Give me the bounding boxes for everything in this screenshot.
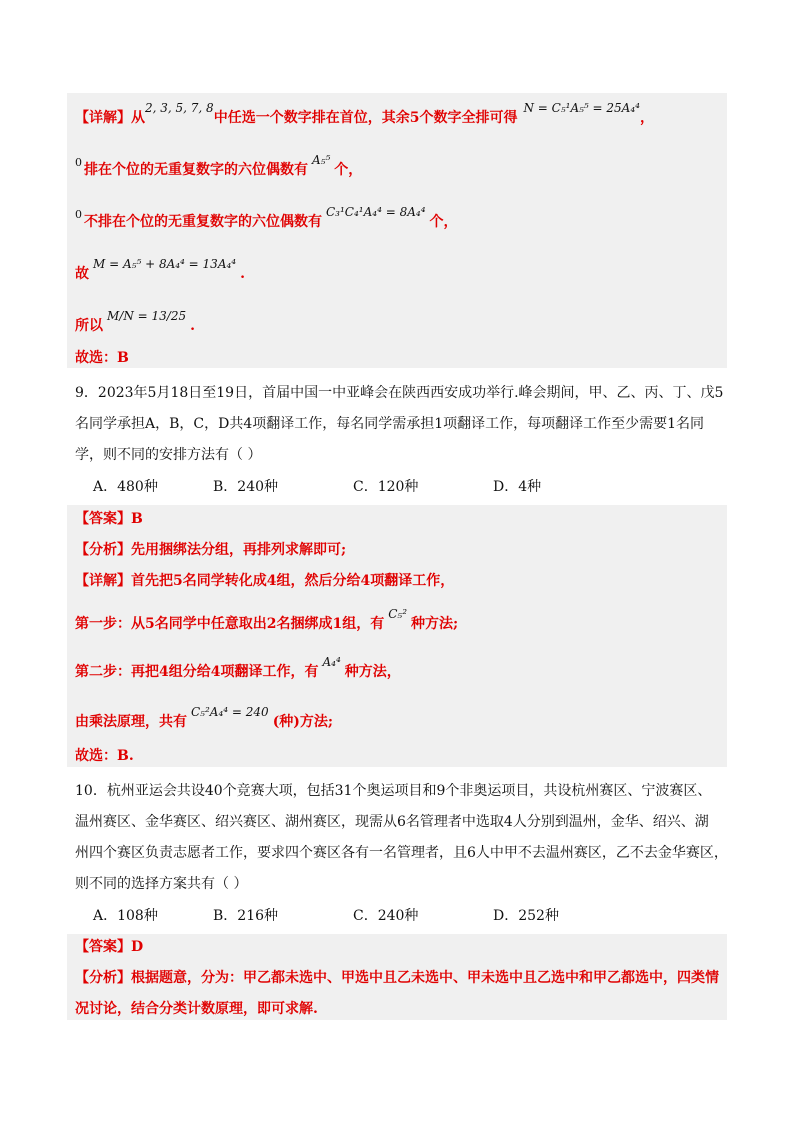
detail-line-4 [75, 257, 245, 284]
zero-digit: 0 [75, 208, 82, 221]
q10-option-d: D．252种 [493, 908, 559, 924]
a9-analysis: 【分析】先用捆绑法分组，再排列求解即可; [75, 542, 347, 558]
punct: . [190, 318, 195, 334]
ratio-formula: M/N = 13/25 [107, 309, 187, 323]
a9-step-1 [75, 607, 459, 634]
q9-option-a: A．480种 [93, 479, 158, 495]
punct: . [240, 266, 245, 282]
q10-option-a: A．108种 [93, 908, 158, 924]
punct: 个， [429, 214, 458, 230]
a10-answer: 【答案】D [75, 939, 144, 955]
c-formula: C₃¹C₄¹A₄⁴ = 8A₄⁴ [326, 205, 426, 219]
q9-line-3: 学，则不同的安排方法有（ ） [75, 447, 262, 463]
line-text: (种)方法; [272, 714, 334, 730]
line-text: 排在个位的无重复数字的六位偶数有 [84, 162, 308, 178]
q10-option-c: C．240种 [353, 908, 419, 924]
detail-line-5 [75, 309, 195, 336]
line-text: 第一步：从5名同学中任意取出2名捆绑成1组，有 [75, 616, 385, 632]
a44-formula: A₄⁴ [322, 655, 341, 669]
a55-formula: A₅⁵ [312, 153, 331, 167]
q9-option-b: B．240种 [213, 479, 279, 495]
q10-option-b: B．216种 [213, 908, 279, 924]
m-formula: M = A₅⁵ + 8A₄⁴ = 13A₄⁴ [93, 257, 237, 271]
q9-line-1: 9．2023年5月18日至19日，首届中国一中亚峰会在陕西西安成功举行.峰会期间，甲、乙、丙、丁、戊5 [75, 385, 724, 401]
a9-step-2 [75, 655, 401, 682]
a9-choice: 故选：B. [75, 748, 134, 764]
zero-digit: 0 [75, 156, 82, 169]
a9-detail: 【详解】首先把5名同学转化成4组，然后分给4项翻译工作， [75, 573, 455, 589]
q10-line-4: 则不同的选择方案共有（ ） [75, 876, 248, 892]
line-text: 所以 [75, 318, 103, 334]
detail-line-3 [75, 205, 458, 233]
detail-choice: 故选：B [75, 350, 129, 366]
q10-line-3: 州四个赛区负责志愿者工作，要求四个赛区各有一名管理者，且6人中甲不去温州赛区，乙不去金华赛区， [75, 845, 728, 861]
punct: ， [639, 110, 654, 126]
q10-line-1: 10．杭州亚运会共设40个竞赛大项，包括31个奥运项目和9个非奥运项目，共设杭州赛区、宁波赛区、 [75, 783, 712, 799]
a9-step-3 [75, 705, 334, 732]
detail-line-2 [75, 153, 363, 181]
q9-option-c: C．120种 [353, 479, 419, 495]
detail-label: 【详解】从 [75, 110, 145, 126]
q9-line-2: 名同学承担A，B，C，D共4项翻译工作，每名同学需承担1项翻译工作，每项翻译工作至少需要1名同 [75, 416, 705, 432]
a9-answer: 【答案】B [75, 511, 143, 527]
n-formula: N = C₅¹A₅⁵ = 25A₄⁴ [523, 101, 640, 115]
line-text: 故 [75, 266, 89, 282]
digits-formula: 2, 3, 5, 7, 8 [145, 101, 214, 115]
a10-analysis-1: 【分析】根据题意，分为：甲乙都未选中、甲选中且乙未选中、甲未选中且乙选中和甲乙都选中，四类情 [75, 970, 719, 986]
line-text: 不排在个位的无重复数字的六位偶数有 [84, 214, 322, 230]
a10-analysis-2: 况讨论，结合分类计数原理，即可求解. [75, 1001, 318, 1017]
line-text: 由乘法原理，共有 [75, 714, 187, 730]
line-text: 种方法; [411, 616, 459, 632]
punct: 个， [334, 162, 363, 178]
line-text: 第二步：再把4组分给4项翻译工作，有 [75, 664, 319, 680]
product-formula: C₅²A₄⁴ = 240 [191, 705, 269, 719]
q9-option-d: D．4种 [493, 479, 542, 495]
c52-formula: C₅² [388, 607, 408, 621]
line-text: 种方法， [344, 664, 401, 680]
q10-line-2: 温州赛区、金华赛区、绍兴赛区、湖州赛区，现需从6名管理者中选取4人分别到温州，金华、绍兴、湖 [75, 814, 709, 830]
detail-text: 中任选一个数字排在首位，其余5个数字全排可得 [213, 110, 518, 126]
detail-line-1 [75, 101, 654, 128]
